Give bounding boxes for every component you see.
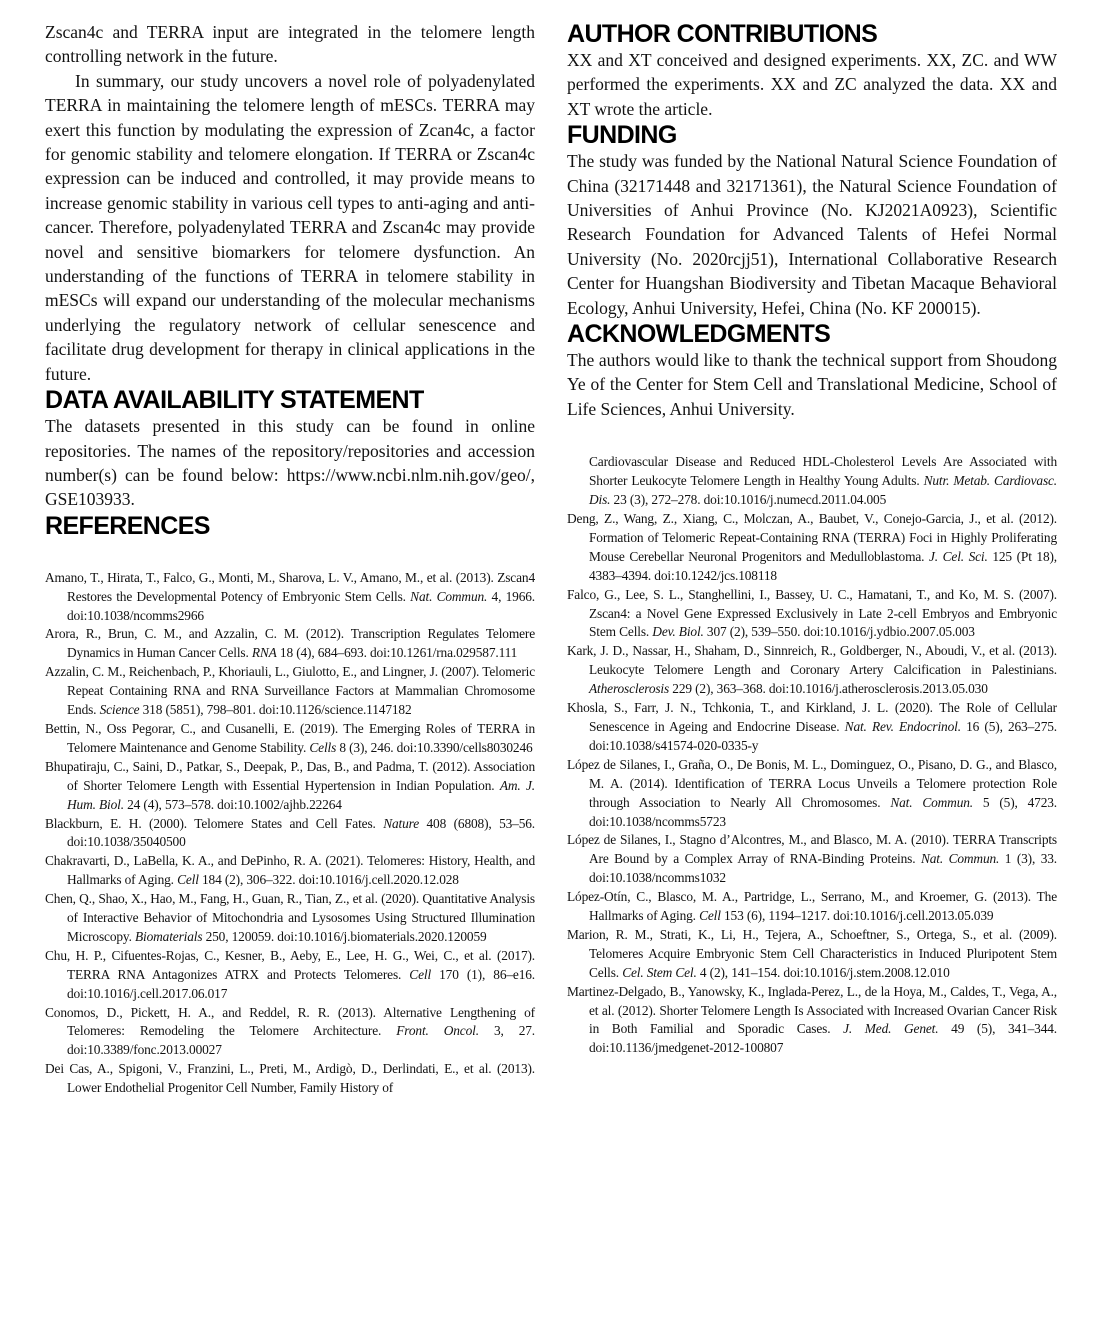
journal-name-italic: Nat. Commun.	[920, 851, 1000, 867]
reference-text-segment: 250, 120059. doi:10.1016/j.biomaterials.2020.120059	[202, 928, 487, 944]
journal-name-italic: Cells	[309, 739, 337, 755]
reference-item	[45, 1004, 535, 1061]
journal-name-italic: Cel. Stem Cel.	[622, 964, 697, 980]
reference-text-segment: Martinez-Delgado, B., Yanowsky, K., Inglada-Perez, L., de la Hoya, M., Caldes, T., Vega, A., et al. (2012). Shorter Telomere Length Is Associated with Increased Ovarian Cancer Risk in Both Familial and Sporadic Cases.	[567, 983, 1057, 1037]
reference-text-segment: Blackburn, E. H. (2000). Telomere States and Cell Fates.	[45, 815, 384, 831]
reference-item	[567, 983, 1057, 1059]
reference-text-segment: 4, 1966. doi:10.1038/ncomms2966	[67, 588, 535, 623]
reference-text-segment: Chen, Q., Shao, X., Hao, M., Fang, H., Guan, R., Tian, Z., et al. (2020). Quantitative Analysis of Interactive Behavior of Mitochondria and Lysosomes Using Structured Illumination Microscopy.	[45, 891, 535, 944]
reference-text-segment: 125 (Pt 18), 4383–4394. doi:10.1242/jcs.108118	[589, 548, 1057, 583]
reference-item	[567, 831, 1057, 888]
section-heading-author-contributions: AUTHOR CONTRIBUTIONS	[567, 20, 878, 48]
section-heading-data-availability: DATA AVAILABILITY STATEMENT	[45, 386, 424, 415]
reference-item	[567, 926, 1057, 983]
reference-item	[45, 720, 535, 758]
left-column	[45, 20, 535, 1098]
journal-name-italic: Atherosclerosis	[589, 681, 670, 697]
reference-text-segment: Marion, R. M., Strati, K., Li, H., Tejera, A., Schoeftner, S., Ortega, S., et al. (2009). Telomeres Acquire Embryonic Stem Cell Characteristics in Induced Pluripotent Stem Cells.	[567, 926, 1057, 980]
reference-item	[45, 569, 535, 626]
reference-text-segment: Arora, R., Brun, C. M., and Azzalin, C. M. (2012). Transcription Regulates Telomere Dynamics in Human Cancer Cells.	[45, 626, 535, 661]
paragraph-acknowledgments: The authors would like to thank the technical support from Shoudong Ye of the Center for Stem Cell and Translational Medicine, School of Life Sciences, Anhui University.	[567, 350, 1057, 419]
reference-text-segment: Bettin, N., Oss Pegorar, C., and Cusanelli, E. (2019). The Emerging Roles of TERRA in Telomere Maintenance and Genome Stability.	[45, 720, 535, 755]
reference-text-segment: 4 (2), 141–154. doi:10.1016/j.stem.2008.12.010	[696, 964, 950, 980]
reference-text-segment: 24 (4), 573–578. doi:10.1002/ajhb.22264	[123, 796, 342, 812]
reference-item	[567, 510, 1057, 586]
reference-item	[45, 947, 535, 1004]
journal-name-italic: J. Med. Genet.	[843, 1021, 939, 1037]
reference-item	[45, 625, 535, 663]
reference-text-segment: 170 (1), 86–e16. doi:10.1016/j.cell.2017.06.017	[67, 966, 536, 1001]
journal-name-italic: Cell	[409, 966, 432, 982]
paragraph-summary: In summary, our study uncovers a novel role of polyadenylated TERRA in maintaining the telomere length of mESCs. TERRA may exert this function by modulating the expression of Zcan4c, a factor for genomic stability and telomere elongation. If TERRA or Zscan4c expression can be induced and controlled, it may provide means to increase genomic stability in various cell types to anti-aging and anti-cancer. Therefore, polyadenylated TERRA and Zscan4c may provide novel and sensitive biomarkers for telomere dysfunction. An understanding of the functions of TERRA in telomere stability in mESCs will expand our understanding of the molecular mechanisms underlying the regulatory network of cellular senescence and facilitate drug development for therapy in clinical applications in the future.	[45, 70, 535, 384]
journal-name-italic: Nat. Commun.	[890, 794, 973, 810]
reference-text-segment: Chakravarti, D., LaBella, K. A., and DePinho, R. A. (2021). Telomeres: History, Health, and Hallmarks of Aging.	[45, 853, 535, 888]
references-list-right	[567, 453, 1057, 1058]
reference-item	[45, 815, 535, 853]
reference-item	[45, 758, 535, 815]
reference-text-segment: Amano, T., Hirata, T., Falco, G., Monti, M., Sharova, L. V., Amano, M., et al. (2013). Zscan4 Restores the Developmental Potency of Embryonic Stem Cells.	[45, 569, 535, 604]
reference-text-segment: López de Silanes, I., Stagno d’Alcontres, M., and Blasco, M. A. (2010). TERRA Transcripts Are Bound by a Complex Array of RNA-Binding Proteins.	[567, 832, 1057, 867]
reference-text-segment: 153 (6), 1194–1217. doi:10.1016/j.cell.2013.05.039	[720, 908, 994, 924]
reference-item	[567, 453, 1057, 510]
reference-text-segment: Falco, G., Lee, S. L., Stanghellini, I., Bassey, U. C., Hamatani, T., and Ko, M. S. (2007). Zscan4: a Novel Gene Expressed Exclusively in Late 2-cell Embryos and Embryonic Stem Cells.	[567, 586, 1057, 640]
reference-text-segment: Deng, Z., Wang, Z., Xiang, C., Molczan, A., Baubet, V., Conejo-Garcia, J., et al. (2012). Formation of Telomeric Repeat-Containing RNA (TERRA) Foci in Highly Proliferating Mouse Cerebellar Neuronal Progenitors and Medulloblastoma.	[567, 511, 1057, 564]
journal-name-italic: RNA	[251, 645, 277, 661]
reference-text-segment: Dei Cas, A., Spigoni, V., Franzini, L., Preti, M., Ardigò, D., Derlindati, E., et al. (2013). Lower Endothelial Progenitor Cell Number, Family History of	[45, 1061, 535, 1096]
reference-text-segment: 3, 27. doi:10.3389/fonc.2013.00027	[67, 1023, 535, 1058]
reference-item	[45, 1060, 535, 1098]
journal-name-italic: Cell	[177, 872, 199, 888]
reference-text-segment: 408 (6808), 53–56. doi:10.1038/35040500	[67, 815, 536, 850]
paragraph-funding: The study was funded by the National Natural Science Foundation of China (32171448 and 32171361), the Natural Science Foundation of Universities of Anhui Province (No. KJ2021A0923), Scientific Research Foundation for Advanced Talents of Hefei Normal University (No. 2020rcjj51), International Collaborative Research Center for Huangshan Biodiversity and Tibetan Macaque Behavioral Ecology, Anhui University, Hefei, China (No. KF 200015).	[567, 151, 1057, 318]
paragraph-author-contributions: XX and XT conceived and designed experiments. XX, ZC. and WW performed the experiments. XX and ZC analyzed the data. XX and XT wrote the article.	[567, 50, 1057, 119]
journal-name-italic: Nature	[383, 815, 420, 831]
reference-text-segment: Bhupatiraju, C., Saini, D., Patkar, S., Deepak, P., Das, B., and Padma, T. (2012). Association of Shorter Telomere Length with Essential Hypertension in Indian Population.	[45, 758, 535, 793]
paragraph-intro-continuation: Zscan4c and TERRA input are integrated in the telomere length controlling network in the future.	[45, 22, 535, 67]
reference-text-segment: Chu, H. P., Cifuentes-Rojas, C., Kesner, B., Aeby, E., Lee, H. G., Wei, C., et al. (2017). TERRA RNA Antagonizes ATRX and Protects Telomeres.	[45, 947, 535, 982]
journal-name-italic: Science	[99, 702, 140, 718]
reference-text-segment: 23 (3), 272–278. doi:10.1016/j.numecd.2011.04.005	[610, 492, 887, 508]
reference-text-segment: 307 (2), 539–550. doi:10.1016/j.ydbio.2007.05.003	[703, 624, 975, 640]
reference-text-segment: 8 (3), 246. doi:10.3390/cells8030246	[336, 739, 533, 755]
reference-item	[567, 642, 1057, 699]
reference-item	[567, 586, 1057, 643]
reference-text-segment: Azzalin, C. M., Reichenbach, P., Khoriauli, L., Giulotto, E., and Lingner, J. (2007). Telomeric Repeat Containing RNA and RNA Surveillance Factors at Mammalian Chromosome Ends.	[45, 664, 535, 718]
reference-text-segment: Khosla, S., Farr, J. N., Tchkonia, T., and Kirkland, J. L. (2020). The Role of Cellular Senescence in Ageing and Endocrine Disease.	[567, 700, 1057, 734]
section-heading-acknowledgments: ACKNOWLEDGMENTS	[567, 320, 831, 349]
journal-name-italic: J. Cel. Sci.	[929, 548, 988, 564]
reference-text-segment: Cardiovascular Disease and Reduced HDL-Cholesterol Levels Are Associated with Shorter Leukocyte Telomere Length in Healthy Young Adults.	[589, 454, 1057, 489]
right-column	[567, 20, 1057, 1098]
reference-text-segment: 1 (3), 33. doi:10.1038/ncomms1032	[589, 851, 1057, 886]
paragraph-data-availability: The datasets presented in this study can be found in online repositories. The names of the repository/repositories and accession number(s) can be found below: https://www.ncbi.nlm.nih.gov/geo/, GSE103933.	[45, 416, 535, 510]
reference-item	[45, 890, 535, 947]
section-heading-funding: FUNDING	[567, 121, 677, 150]
journal-name-italic: Nat. Commun.	[410, 588, 488, 604]
reference-text-segment: Conomos, D., Pickett, H. A., and Reddel, R. R. (2013). Alternative Lengthening of Telomeres: Remodeling the Telomere Architecture.	[45, 1004, 535, 1039]
journal-name-italic: Dev. Biol.	[652, 624, 704, 640]
reference-text-segment: López-Otín, C., Blasco, M. A., Partridge, L., Serrano, M., and Kroemer, G. (2013). The Hallmarks of Aging.	[567, 889, 1057, 924]
journal-name-italic: Front. Oncol.	[396, 1023, 479, 1039]
reference-item	[45, 663, 535, 720]
reference-text-segment: 18 (4), 684–693. doi:10.1261/rna.029587.111	[276, 645, 518, 661]
reference-item	[567, 888, 1057, 926]
reference-text-segment: 229 (2), 363–368. doi:10.1016/j.atherosclerosis.2013.05.030	[669, 681, 988, 697]
journal-name-italic: Nat. Rev. Endocrinol.	[844, 718, 961, 734]
references-list-left	[45, 569, 535, 1098]
reference-text-segment: 184 (2), 306–322. doi:10.1016/j.cell.2020.12.028	[198, 872, 459, 888]
reference-item	[567, 756, 1057, 832]
reference-text-segment: López de Silanes, I., Graña, O., De Bonis, M. L., Dominguez, O., Pisano, D. G., and Blasco, M. A. (2014). Identification of TERRA Locus Unveils a Telomere protection Role through Association to Nearly All Chromosomes.	[567, 756, 1057, 810]
reference-text-segment: Kark, J. D., Nassar, H., Shaham, D., Sinnreich, R., Goldberger, N., Aboudi, V., et al. (2013). Leukocyte Telomere Length and Coronary Artery Calcification in Palestinians.	[567, 643, 1057, 678]
reference-text-segment: 5 (5), 4723. doi:10.1038/ncomms5723	[589, 794, 1057, 829]
journal-name-italic: Cell	[699, 908, 721, 924]
journal-name-italic: Am. J. Hum. Biol.	[67, 777, 535, 812]
reference-item	[567, 699, 1057, 756]
journal-name-italic: Nutr. Metab. Cardiovasc. Dis.	[589, 473, 1057, 508]
journal-name-italic: Biomaterials	[135, 928, 203, 944]
section-heading-references: REFERENCES	[45, 511, 210, 540]
reference-text-segment: 318 (5851), 798–801. doi:10.1126/science.1147182	[139, 702, 412, 718]
reference-text-segment: 49 (5), 341–344. doi:10.1136/jmedgenet-2012-100807	[589, 1021, 1057, 1056]
reference-item	[45, 852, 535, 890]
reference-text-segment: 16 (5), 263–275. doi:10.1038/s41574-020-0335-y	[589, 718, 1057, 753]
